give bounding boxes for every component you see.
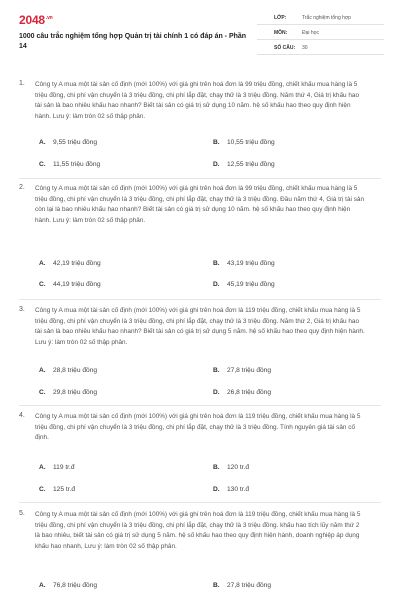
question-item bbox=[19, 412, 384, 502]
option-letter: C. bbox=[39, 389, 46, 396]
option-b[interactable] bbox=[213, 582, 271, 589]
option-letter: C. bbox=[39, 161, 46, 168]
option-a[interactable] bbox=[39, 582, 97, 589]
option-d[interactable] bbox=[213, 161, 275, 168]
option-letter: A. bbox=[39, 139, 46, 146]
meta-label: MÔN: bbox=[274, 30, 288, 36]
option-text: 119 tr.đ bbox=[53, 464, 75, 471]
option-text: 125 tr.đ bbox=[53, 486, 75, 493]
document-header bbox=[19, 10, 384, 58]
question-number: 3. bbox=[19, 306, 25, 313]
question-text: Công ty A mua một tài sản cố định (mới 100%) với giá ghi trên hoá đơn là 99 triệu đồng, chiết khấu mua hàng là 5 triệu đồng, chi phí vận chuyển là 3 triệu đồng, chi phí lắp đặt, chạy thử là 3 triệu đồng. Năm thứ 4, Giá trị khấu hao tài sản là bao nhiêu khấu hao nhanh? Biết tài sản có giá trị sử dụng 10 năm. hệ số khấu hao theo quy định hiện hành. Lưu ý: làm tròn 02 số thập phân. bbox=[35, 81, 360, 120]
question-divider bbox=[19, 502, 381, 503]
option-b[interactable] bbox=[213, 139, 275, 146]
option-text: 130 tr.đ bbox=[227, 486, 249, 493]
option-text: 26,8 triệu đồng bbox=[227, 389, 271, 396]
meta-label: SỐ CÂU: bbox=[274, 45, 296, 51]
option-letter: D. bbox=[213, 281, 220, 288]
option-text: 44,19 triệu đồng bbox=[53, 281, 101, 288]
option-letter: B. bbox=[213, 260, 220, 267]
option-letter: D. bbox=[213, 161, 220, 168]
meta-row-count bbox=[257, 40, 384, 55]
question-number: 5. bbox=[19, 510, 25, 517]
option-d[interactable] bbox=[213, 281, 275, 288]
option-letter: C. bbox=[39, 486, 46, 493]
question-divider bbox=[19, 405, 381, 406]
meta-row-subject bbox=[257, 25, 384, 40]
option-letter: B. bbox=[213, 139, 220, 146]
option-letter: D. bbox=[213, 389, 220, 396]
option-text: 11,55 triệu đồng bbox=[53, 161, 101, 168]
option-letter: A. bbox=[39, 260, 46, 267]
question-item bbox=[19, 306, 384, 406]
document-title: 1000 câu trắc nghiệm tổng hợp Quản trị tài chính 1 có đáp án - Phần 14 bbox=[19, 33, 247, 50]
option-text: 27,8 triệu đồng bbox=[227, 582, 271, 589]
option-text: 9,55 triệu đồng bbox=[53, 139, 97, 146]
option-b[interactable] bbox=[213, 464, 249, 471]
option-letter: B. bbox=[213, 464, 220, 471]
option-a[interactable] bbox=[39, 260, 101, 267]
option-letter: A. bbox=[39, 464, 46, 471]
option-b[interactable] bbox=[213, 367, 271, 374]
option-text: 12,55 triệu đồng bbox=[227, 161, 275, 168]
meta-row-class bbox=[257, 10, 384, 25]
option-text: 120 tr.đ bbox=[227, 464, 249, 471]
option-text: 76,8 triệu đồng bbox=[53, 582, 97, 589]
meta-value: Đại học bbox=[302, 30, 319, 36]
option-text: 45,19 triệu đồng bbox=[227, 281, 275, 288]
question-number: 2. bbox=[19, 184, 25, 191]
option-letter: A. bbox=[39, 582, 46, 589]
option-letter: B. bbox=[213, 582, 220, 589]
question-divider bbox=[19, 299, 381, 300]
meta-label: LỚP: bbox=[274, 15, 287, 21]
option-text: 29,8 triệu đồng bbox=[53, 389, 97, 396]
option-d[interactable] bbox=[213, 389, 271, 396]
meta-table bbox=[257, 10, 384, 55]
option-c[interactable] bbox=[39, 486, 75, 493]
question-number: 4. bbox=[19, 412, 25, 419]
option-a[interactable] bbox=[39, 464, 75, 471]
option-d[interactable] bbox=[213, 486, 249, 493]
meta-value: Trắc nghiệm tổng hợp bbox=[302, 15, 351, 21]
question-text: Công ty A mua một tài sản cố định (mới 100%) với giá ghi trên hoá đơn là 99 triệu đồng, chiết khấu mua hàng là 5 triệu đồng, chi phí vận chuyển là 3 triệu đồng, chi phí lắp đặt, chạy thử là 3 triệu đồng. Đầu năm thứ 4, Giá trị tài sản còn lại là bao nhiêu khấu hao nhanh? Biết tài sản có giá trị sử dụng 10 năm. hệ số khấu hao theo quy định hiện hành. Lưu ý: làm tròn 02 số thập phân. bbox=[35, 185, 364, 224]
option-text: 43,19 triệu đồng bbox=[227, 260, 275, 267]
logo-text: 2048 bbox=[19, 13, 45, 27]
site-logo[interactable] bbox=[19, 13, 53, 27]
option-letter: B. bbox=[213, 367, 220, 374]
option-c[interactable] bbox=[39, 281, 101, 288]
option-text: 10,55 triệu đồng bbox=[227, 139, 275, 146]
option-letter: C. bbox=[39, 281, 46, 288]
question-divider bbox=[19, 178, 381, 179]
option-text: 27,8 triệu đồng bbox=[227, 367, 271, 374]
option-c[interactable] bbox=[39, 161, 100, 168]
option-letter: A. bbox=[39, 367, 46, 374]
question-item bbox=[19, 80, 384, 180]
question-item bbox=[19, 510, 384, 598]
meta-value: 30 bbox=[302, 45, 308, 51]
option-a[interactable] bbox=[39, 367, 97, 374]
option-b[interactable] bbox=[213, 260, 275, 267]
question-number: 1. bbox=[19, 80, 25, 87]
question-text: Công ty A mua một tài sản cố định (mới 100%) với giá ghi trên hoá đơn là 119 triệu đồng, chiết khấu mua hàng là 5 triệu đồng, chi phí vận chuyển là 3 triệu đồng, chi phí lắp đặt, chạy thử là 3 triệu đồng. Tính nguyên giá tài sản cố định. bbox=[35, 413, 361, 442]
question-text: Công ty A mua một tài sản cố định (mới 100%) với giá ghi trên hoá đơn là 119 triệu đồng, chiết khấu mua hàng là 5 triệu đồng, chi phí vận chuyển là 3 triệu đồng, chi phí lắp đặt, chạy thử là 3 triệu đồng. Năm thứ 2, Giá trị khấu hao tài sản là bao nhiêu khấu hao nhanh? Biết tài sản có giá trị sử dụng 5 năm. hệ số khấu hao theo quy định hiện hành. Lưu ý: làm tròn 02 số thập phân. bbox=[35, 307, 365, 346]
option-text: 28,8 triệu đồng bbox=[53, 367, 97, 374]
logo-suffix: .vn bbox=[45, 15, 53, 21]
option-letter: D. bbox=[213, 486, 220, 493]
option-c[interactable] bbox=[39, 389, 97, 396]
question-text: Công ty A mua một tài sản cố định (mới 100%) với giá ghi trên hoá đơn là 119 triệu đồng, chiết khấu mua hàng là 5 triệu đồng, chi phí vận chuyển là 3 triệu đồng, chi phí lắp đặt, chạy thử là 3 triệu đồng. khấu hao tích lũy năm thứ 2 là bao nhiêu, biết tài sản có giá trị sử dụng 5 năm. hệ số khấu hao theo quy định hiện hành, doanh nghiệp áp dụng khấu hao nhanh, Lưu ý: làm tròn 02 số thập phân. bbox=[35, 511, 361, 550]
option-text: 42,19 triệu đồng bbox=[53, 260, 101, 267]
question-item bbox=[19, 184, 384, 296]
option-a[interactable] bbox=[39, 139, 97, 146]
